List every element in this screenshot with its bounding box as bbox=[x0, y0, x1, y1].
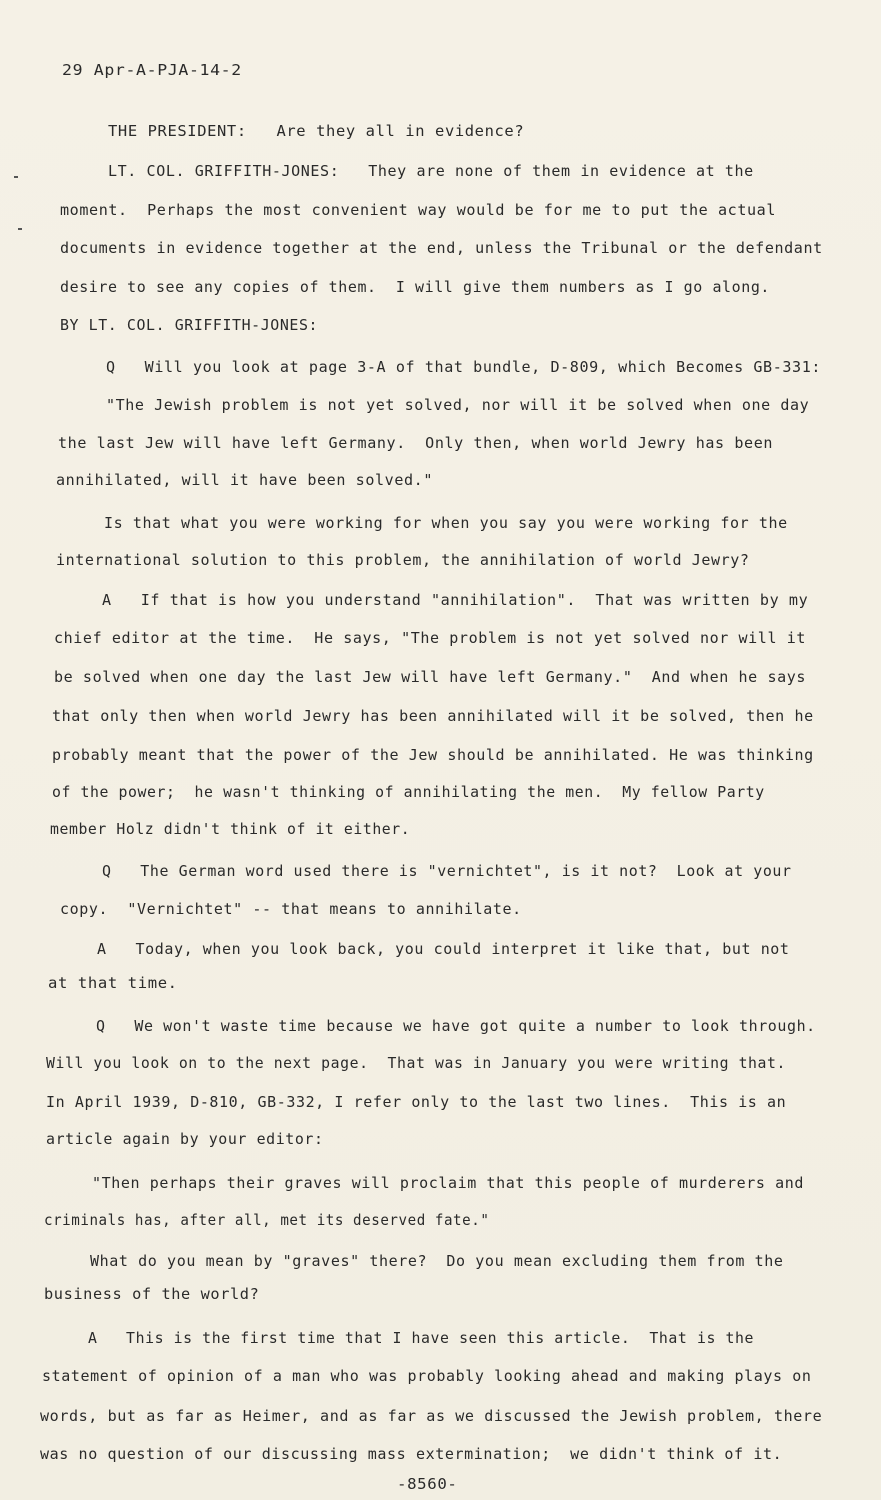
text-line: Q We won't waste time because we have got quite a number to look through. bbox=[96, 1017, 816, 1035]
text-line: business of the world? bbox=[44, 1285, 260, 1303]
text-line: probably meant that the power of the Jew should be annihilated. He was thinking bbox=[52, 746, 814, 764]
text-line: chief editor at the time. He says, "The problem is not yet solved nor will it bbox=[54, 629, 807, 647]
text-line: A Today, when you look back, you could interpret it like that, but not bbox=[97, 940, 790, 958]
document-id: 29 Apr-A-PJA-14-2 bbox=[62, 61, 242, 79]
text-line: Is that what you were working for when you say you were working for the bbox=[104, 514, 788, 532]
text-line: was no question of our discussing mass extermination; we didn't think of it. bbox=[40, 1445, 783, 1463]
text-line: the last Jew will have left Germany. Only then, when world Jewry has been bbox=[58, 434, 774, 452]
text-line: be solved when one day the last Jew will have left Germany." And when he says bbox=[54, 668, 807, 686]
text-line: "Then perhaps their graves will proclaim that this people of murderers and bbox=[92, 1174, 805, 1192]
page-number: -8560- bbox=[397, 1475, 458, 1493]
text-line: documents in evidence together at the end, unless the Tribunal or the defendant bbox=[60, 239, 823, 257]
text-line: Will you look on to the next page. That was in January you were writing that. bbox=[46, 1054, 787, 1072]
text-line: A If that is how you understand "annihilation". That was written by my bbox=[102, 591, 809, 609]
text-line: What do you mean by "graves" there? Do you mean excluding them from the bbox=[90, 1252, 784, 1270]
text-line: copy. "Vernichtet" -- that means to annihilate. bbox=[60, 900, 522, 918]
text-line: moment. Perhaps the most convenient way would be for me to put the actual bbox=[60, 201, 777, 219]
text-line: at that time. bbox=[48, 974, 178, 992]
text-line: statement of opinion of a man who was probably looking ahead and making plays on bbox=[42, 1367, 812, 1385]
text-line: article again by your editor: bbox=[46, 1130, 324, 1148]
text-line: desire to see any copies of them. I will give them numbers as I go along. bbox=[60, 278, 771, 296]
text-line: "The Jewish problem is not yet solved, nor will it be solved when one day bbox=[106, 396, 810, 414]
text-line: Q The German word used there is "vernichtet", is it not? Look at your bbox=[102, 862, 792, 880]
text-line: member Holz didn't think of it either. bbox=[50, 820, 411, 838]
text-line: BY LT. COL. GRIFFITH-JONES: bbox=[60, 316, 319, 334]
text-line: of the power; he wasn't thinking of annihilating the men. My fellow Party bbox=[52, 783, 765, 801]
text-line: In April 1939, D-810, GB-332, I refer only to the last two lines. This is an bbox=[46, 1093, 787, 1111]
text-line: international solution to this problem, the annihilation of world Jewry? bbox=[56, 551, 750, 569]
text-line: LT. COL. GRIFFITH-JONES: They are none of them in evidence at the bbox=[108, 162, 754, 180]
margin-mark bbox=[18, 228, 22, 230]
text-line: A This is the first time that I have seen this article. That is the bbox=[88, 1329, 755, 1347]
text-line: Q Will you look at page 3-A of that bundle, D-809, which Becomes GB-331: bbox=[106, 358, 822, 376]
text-line: that only then when world Jewry has been annihilated will it be solved, then he bbox=[52, 707, 814, 725]
margin-mark bbox=[14, 176, 18, 178]
text-line: THE PRESIDENT: Are they all in evidence? bbox=[108, 122, 525, 140]
text-line: annihilated, will it have been solved." bbox=[56, 471, 434, 489]
text-line: words, but as far as Heimer, and as far as we discussed the Jewish problem, there bbox=[40, 1407, 823, 1425]
text-line: criminals has, after all, met its deserved fate." bbox=[44, 1211, 490, 1229]
